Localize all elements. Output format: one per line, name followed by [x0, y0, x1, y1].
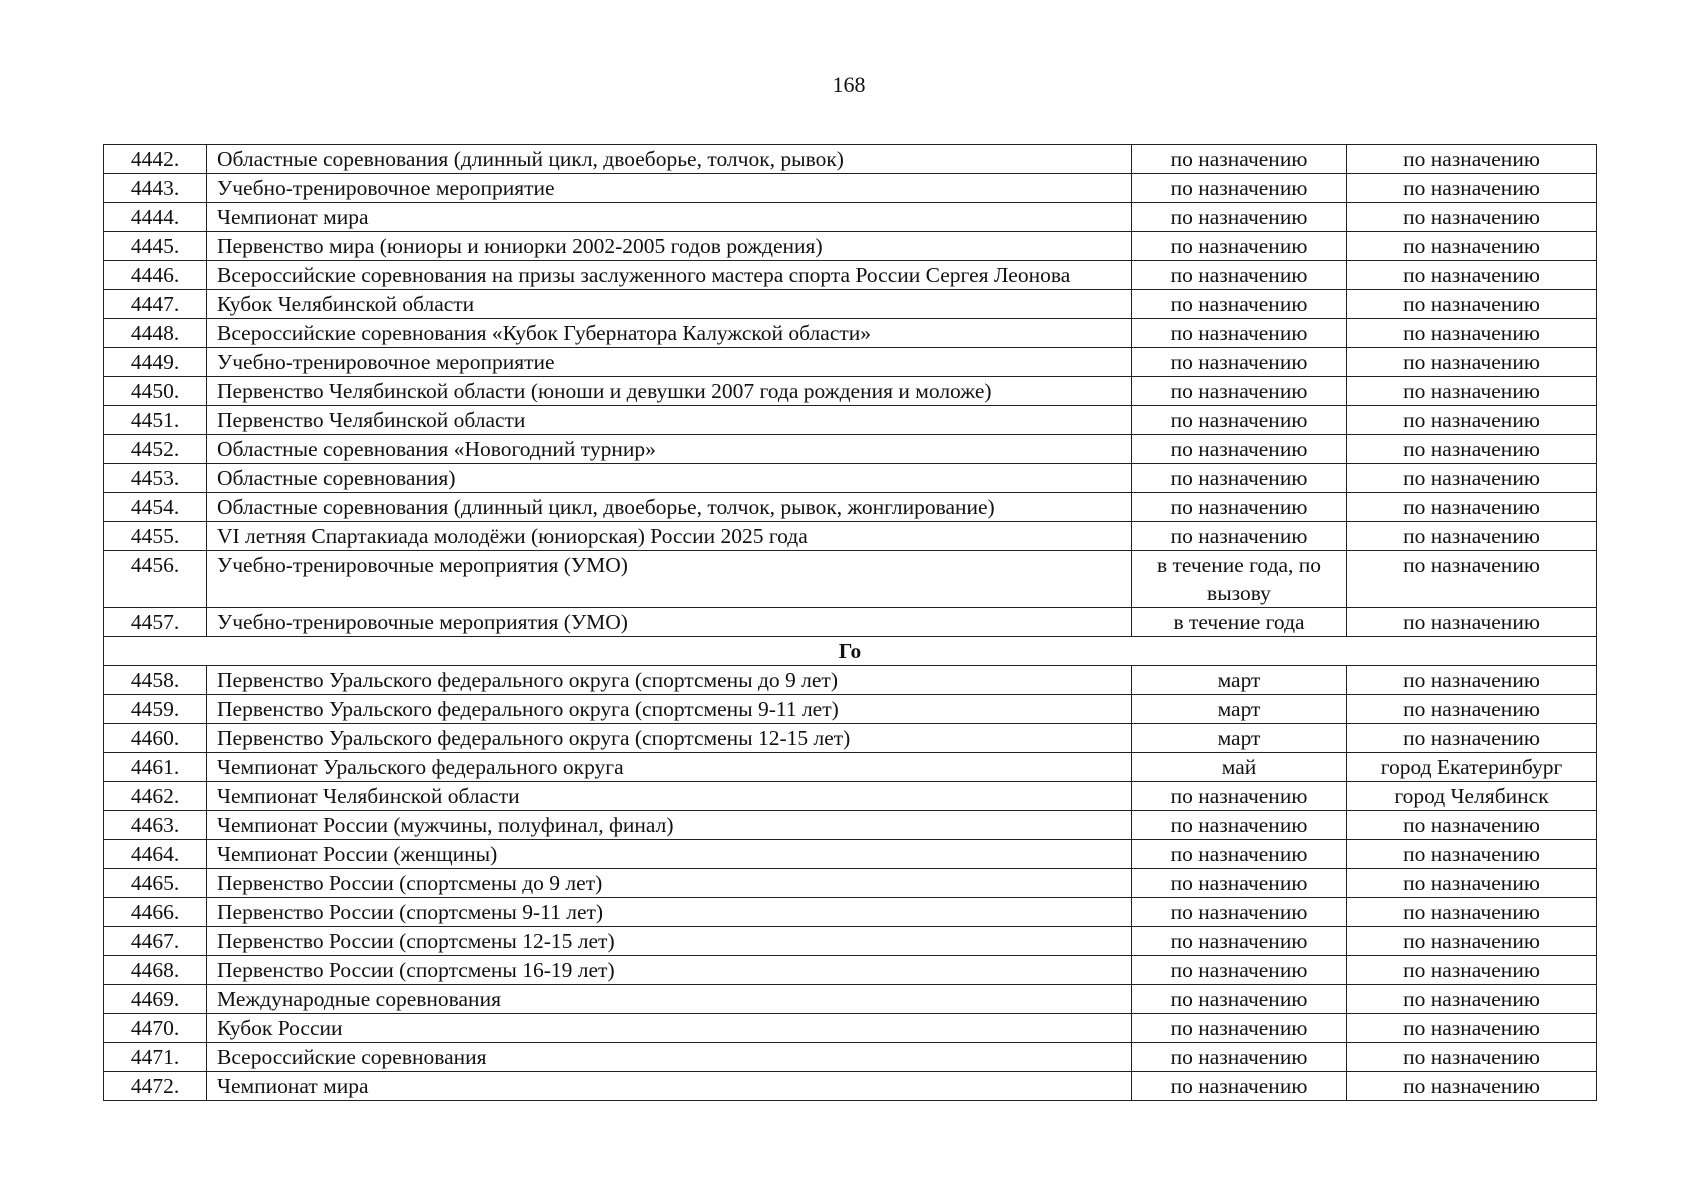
row-number: 4461. — [104, 753, 207, 782]
event-name: Первенство Уральского федерального округа (спортсмены 12-15 лет) — [207, 724, 1132, 753]
row-number: 4447. — [104, 290, 207, 319]
table-row — [104, 435, 1597, 464]
row-number: 4443. — [104, 174, 207, 203]
event-name: Первенство Челябинской области (юноши и девушки 2007 года рождения и моложе) — [207, 377, 1132, 406]
table-row — [104, 869, 1597, 898]
event-date: май — [1132, 753, 1347, 782]
event-name: Чемпионат России (мужчины, полуфинал, финал) — [207, 811, 1132, 840]
event-name: Первенство России (спортсмены 12-15 лет) — [207, 927, 1132, 956]
row-number: 4459. — [104, 695, 207, 724]
table-row — [104, 522, 1597, 551]
event-date: по назначению — [1132, 840, 1347, 869]
event-name: Областные соревнования (длинный цикл, двоеборье, толчок, рывок) — [207, 145, 1132, 174]
event-place: по назначению — [1347, 522, 1597, 551]
event-date: по назначению — [1132, 869, 1347, 898]
row-number: 4469. — [104, 985, 207, 1014]
table-row — [104, 464, 1597, 493]
event-place: по назначению — [1347, 666, 1597, 695]
event-name: Всероссийские соревнования на призы заслуженного мастера спорта России Сергея Леонова — [207, 261, 1132, 290]
table-row — [104, 724, 1597, 753]
section-title: Го — [104, 637, 1597, 666]
table-row — [104, 898, 1597, 927]
row-number: 4449. — [104, 348, 207, 377]
row-number: 4445. — [104, 232, 207, 261]
event-place: по назначению — [1347, 145, 1597, 174]
event-place: по назначению — [1347, 464, 1597, 493]
event-date: по назначению — [1132, 898, 1347, 927]
event-name: Кубок России — [207, 1014, 1132, 1043]
event-date: по назначению — [1132, 232, 1347, 261]
event-date: по назначению — [1132, 782, 1347, 811]
row-number: 4453. — [104, 464, 207, 493]
event-place: по назначению — [1347, 608, 1597, 637]
table-row — [104, 608, 1597, 637]
row-number: 4456. — [104, 551, 207, 608]
row-number: 4468. — [104, 956, 207, 985]
event-place: по назначению — [1347, 319, 1597, 348]
event-name: Чемпионат мира — [207, 203, 1132, 232]
event-name: VI летняя Спартакиада молодёжи (юниорская) России 2025 года — [207, 522, 1132, 551]
row-number: 4471. — [104, 1043, 207, 1072]
event-place: по назначению — [1347, 348, 1597, 377]
event-date: по назначению — [1132, 493, 1347, 522]
event-date: по назначению — [1132, 985, 1347, 1014]
event-name: Всероссийские соревнования «Кубок Губернатора Калужской области» — [207, 319, 1132, 348]
row-number: 4467. — [104, 927, 207, 956]
event-place: по назначению — [1347, 927, 1597, 956]
table-row — [104, 666, 1597, 695]
event-date: март — [1132, 724, 1347, 753]
event-name: Чемпионат Уральского федерального округа — [207, 753, 1132, 782]
table-row — [104, 348, 1597, 377]
table-row — [104, 985, 1597, 1014]
event-name: Учебно-тренировочное мероприятие — [207, 174, 1132, 203]
row-number: 4450. — [104, 377, 207, 406]
event-name: Первенство России (спортсмены до 9 лет) — [207, 869, 1132, 898]
event-place: по назначению — [1347, 1043, 1597, 1072]
table-row — [104, 1014, 1597, 1043]
table-row — [104, 493, 1597, 522]
event-name: Чемпионат мира — [207, 1072, 1132, 1101]
event-place: по назначению — [1347, 1072, 1597, 1101]
event-place: по назначению — [1347, 1014, 1597, 1043]
event-place: по назначению — [1347, 406, 1597, 435]
event-name: Учебно-тренировочные мероприятия (УМО) — [207, 551, 1132, 608]
row-number: 4455. — [104, 522, 207, 551]
event-name: Областные соревнования «Новогодний турнир» — [207, 435, 1132, 464]
row-number: 4460. — [104, 724, 207, 753]
event-date: по назначению — [1132, 174, 1347, 203]
event-name: Всероссийские соревнования — [207, 1043, 1132, 1072]
row-number: 4451. — [104, 406, 207, 435]
event-date: по назначению — [1132, 377, 1347, 406]
event-name: Международные соревнования — [207, 985, 1132, 1014]
table-row — [104, 1072, 1597, 1101]
row-number: 4458. — [104, 666, 207, 695]
event-name: Первенство Челябинской области — [207, 406, 1132, 435]
event-date: по назначению — [1132, 348, 1347, 377]
table-row — [104, 406, 1597, 435]
row-number: 4454. — [104, 493, 207, 522]
event-place: по назначению — [1347, 174, 1597, 203]
event-date: по назначению — [1132, 956, 1347, 985]
event-place: по назначению — [1347, 493, 1597, 522]
event-name: Учебно-тренировочное мероприятие — [207, 348, 1132, 377]
row-number: 4464. — [104, 840, 207, 869]
table-row — [104, 753, 1597, 782]
row-number: 4448. — [104, 319, 207, 348]
row-number: 4446. — [104, 261, 207, 290]
event-place: по назначению — [1347, 551, 1597, 608]
event-place: по назначению — [1347, 985, 1597, 1014]
event-place: по назначению — [1347, 290, 1597, 319]
table-row — [104, 174, 1597, 203]
event-name: Первенство России (спортсмены 16-19 лет) — [207, 956, 1132, 985]
event-name: Первенство России (спортсмены 9-11 лет) — [207, 898, 1132, 927]
event-date: по назначению — [1132, 406, 1347, 435]
table-row — [104, 956, 1597, 985]
event-name: Кубок Челябинской области — [207, 290, 1132, 319]
page-number: 168 — [832, 72, 866, 97]
table-row — [104, 695, 1597, 724]
event-date: по назначению — [1132, 1014, 1347, 1043]
event-place: город Челябинск — [1347, 782, 1597, 811]
table-row — [104, 377, 1597, 406]
table-row — [104, 203, 1597, 232]
event-date: в течение года, по вызову — [1132, 551, 1347, 608]
event-name: Первенство Уральского федерального округа (спортсмены до 9 лет) — [207, 666, 1132, 695]
event-place: по назначению — [1347, 956, 1597, 985]
event-name: Областные соревнования (длинный цикл, двоеборье, толчок, рывок, жонглирование) — [207, 493, 1132, 522]
row-number: 4462. — [104, 782, 207, 811]
row-number: 4470. — [104, 1014, 207, 1043]
row-number: 4466. — [104, 898, 207, 927]
events-table — [103, 144, 1597, 1101]
event-date: по назначению — [1132, 261, 1347, 290]
event-date: в течение года — [1132, 608, 1347, 637]
section-row — [104, 637, 1597, 666]
event-date: по назначению — [1132, 522, 1347, 551]
table-row — [104, 551, 1597, 608]
row-number: 4472. — [104, 1072, 207, 1101]
event-date: март — [1132, 666, 1347, 695]
event-name: Первенство Уральского федерального округа (спортсмены 9-11 лет) — [207, 695, 1132, 724]
event-place: по назначению — [1347, 261, 1597, 290]
event-place: по назначению — [1347, 869, 1597, 898]
event-place: по назначению — [1347, 898, 1597, 927]
event-date: по назначению — [1132, 1043, 1347, 1072]
event-place: по назначению — [1347, 811, 1597, 840]
event-date: по назначению — [1132, 464, 1347, 493]
event-place: по назначению — [1347, 695, 1597, 724]
row-number: 4452. — [104, 435, 207, 464]
event-date: по назначению — [1132, 435, 1347, 464]
table-row — [104, 782, 1597, 811]
table-row — [104, 261, 1597, 290]
event-place: по назначению — [1347, 232, 1597, 261]
event-date: по назначению — [1132, 203, 1347, 232]
table-row — [104, 1043, 1597, 1072]
table-row — [104, 145, 1597, 174]
table-row — [104, 840, 1597, 869]
row-number: 4463. — [104, 811, 207, 840]
event-place: по назначению — [1347, 840, 1597, 869]
table-row — [104, 927, 1597, 956]
event-date: по назначению — [1132, 927, 1347, 956]
row-number: 4442. — [104, 145, 207, 174]
event-place: по назначению — [1347, 435, 1597, 464]
row-number: 4465. — [104, 869, 207, 898]
table-row — [104, 319, 1597, 348]
row-number: 4457. — [104, 608, 207, 637]
table-row — [104, 232, 1597, 261]
event-name: Чемпионат Челябинской области — [207, 782, 1132, 811]
event-date: по назначению — [1132, 811, 1347, 840]
event-name: Учебно-тренировочные мероприятия (УМО) — [207, 608, 1132, 637]
event-name: Областные соревнования) — [207, 464, 1132, 493]
event-place: по назначению — [1347, 203, 1597, 232]
event-date: по назначению — [1132, 319, 1347, 348]
event-place: по назначению — [1347, 377, 1597, 406]
event-place: город Екатеринбург — [1347, 753, 1597, 782]
event-place: по назначению — [1347, 724, 1597, 753]
event-name: Первенство мира (юниоры и юниорки 2002-2005 годов рождения) — [207, 232, 1132, 261]
event-date: по назначению — [1132, 290, 1347, 319]
event-date: по назначению — [1132, 145, 1347, 174]
table-row — [104, 811, 1597, 840]
event-date: по назначению — [1132, 1072, 1347, 1101]
table-row — [104, 290, 1597, 319]
row-number: 4444. — [104, 203, 207, 232]
event-date: март — [1132, 695, 1347, 724]
event-name: Чемпионат России (женщины) — [207, 840, 1132, 869]
